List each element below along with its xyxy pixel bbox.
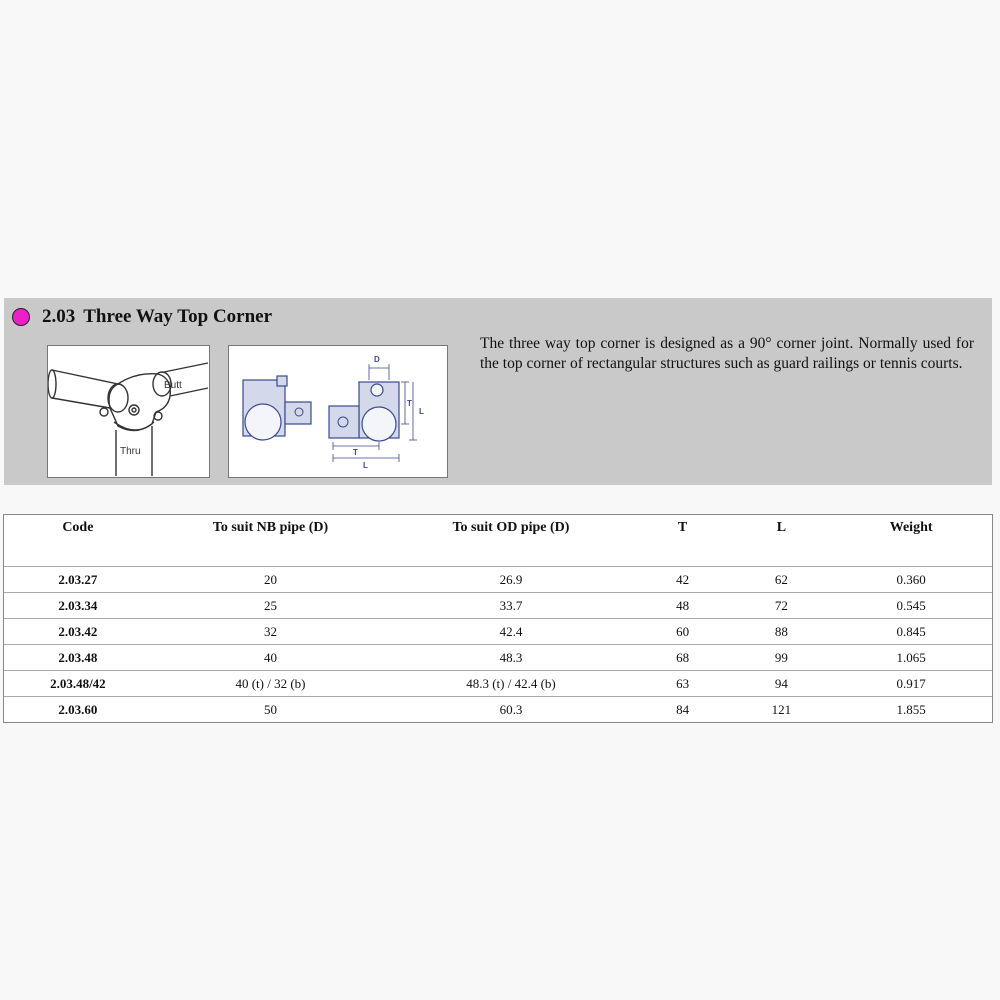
- cell-nb-pipe: 50: [152, 697, 389, 723]
- cell-code: 2.03.60: [4, 697, 152, 723]
- dimension-t-vertical-label: T: [407, 399, 412, 408]
- table-row: [4, 593, 992, 619]
- specification-table: [3, 514, 993, 723]
- dimension-l-horizontal-label: L: [363, 461, 368, 470]
- table-row: [4, 697, 992, 723]
- cell-nb-pipe: 40 (t) / 32 (b): [152, 671, 389, 697]
- thru-label: Thru: [120, 446, 141, 457]
- section-number: 2.03: [42, 306, 76, 327]
- cell-weight: 1.855: [830, 697, 992, 723]
- description-text: The three way top corner is designed as a 90° corner joint. Normally used for the top corner of rectangular structures such as guard railings or tennis courts.: [480, 335, 974, 372]
- header-l: L: [776, 520, 787, 535]
- table-header-row: [4, 515, 992, 541]
- dimension-t-horizontal-label: T: [353, 448, 358, 457]
- cell-t: 48: [633, 593, 733, 619]
- cell-weight: 0.360: [830, 567, 992, 593]
- cell-weight: 0.845: [830, 619, 992, 645]
- dimension-d-label: D: [374, 355, 380, 364]
- cell-weight: 1.065: [830, 645, 992, 671]
- cell-l: 62: [732, 567, 830, 593]
- header-weight: Weight: [889, 520, 933, 535]
- section-heading: [12, 304, 272, 330]
- butt-label: Butt: [164, 380, 182, 391]
- technical-drawing-image: [229, 346, 447, 477]
- table-row: [4, 619, 992, 645]
- cell-nb-pipe: 25: [152, 593, 389, 619]
- fitting-sketch-panel: [47, 345, 210, 478]
- cell-nb-pipe: 40: [152, 645, 389, 671]
- technical-drawing-panel: [228, 345, 448, 478]
- cell-l: 72: [732, 593, 830, 619]
- cell-od-pipe: 60.3: [389, 697, 632, 723]
- cell-od-pipe: 42.4: [389, 619, 632, 645]
- cell-nb-pipe: 32: [152, 619, 389, 645]
- cell-t: 63: [633, 671, 733, 697]
- table-spacer-row: [4, 541, 992, 567]
- section-title: [42, 306, 272, 328]
- cell-weight: 0.545: [830, 593, 992, 619]
- cell-code: 2.03.27: [4, 567, 152, 593]
- cell-code: 2.03.48: [4, 645, 152, 671]
- cell-l: 88: [732, 619, 830, 645]
- header-code: Code: [62, 520, 94, 535]
- fitting-sketch-image: [48, 346, 209, 477]
- cell-l: 121: [732, 697, 830, 723]
- section-title-text: Three Way Top Corner: [83, 306, 273, 327]
- cell-code: 2.03.42: [4, 619, 152, 645]
- table-row: [4, 567, 992, 593]
- cell-t: 42: [633, 567, 733, 593]
- cell-l: 94: [732, 671, 830, 697]
- bullet-dot-icon: [12, 308, 30, 326]
- cell-od-pipe: 48.3: [389, 645, 632, 671]
- cell-code: 2.03.48/42: [4, 671, 152, 697]
- cell-od-pipe: 26.9: [389, 567, 632, 593]
- cell-nb-pipe: 20: [152, 567, 389, 593]
- cell-weight: 0.917: [830, 671, 992, 697]
- header-t: T: [677, 520, 688, 535]
- cell-od-pipe: 48.3 (t) / 42.4 (b): [389, 671, 632, 697]
- table-row: [4, 645, 992, 671]
- cell-t: 84: [633, 697, 733, 723]
- cell-t: 68: [633, 645, 733, 671]
- spec-table: [4, 515, 992, 722]
- cell-t: 60: [633, 619, 733, 645]
- cell-od-pipe: 33.7: [389, 593, 632, 619]
- table-row: [4, 671, 992, 697]
- header-od-pipe: To suit OD pipe (D): [452, 520, 570, 535]
- header-nb-pipe: To suit NB pipe (D): [212, 520, 329, 535]
- dimension-l-vertical-label: L: [419, 407, 424, 416]
- cell-l: 99: [732, 645, 830, 671]
- cell-code: 2.03.34: [4, 593, 152, 619]
